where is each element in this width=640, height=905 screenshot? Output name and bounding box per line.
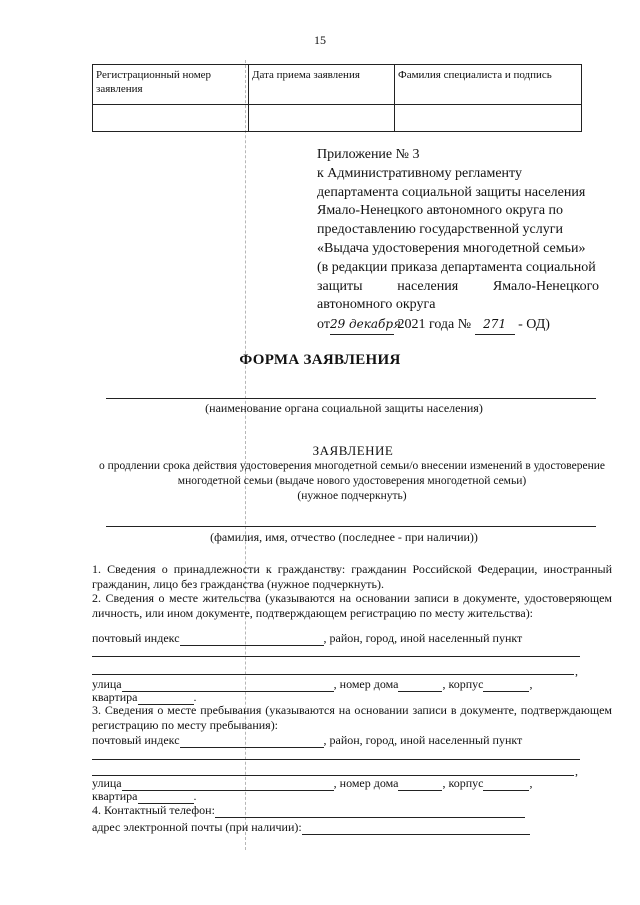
stay-comma-2: , (529, 776, 533, 790)
organ-name-caption: (наименование органа социальной защиты населения) (205, 401, 483, 415)
statement-title: ЗАЯВЛЕНИЕ (312, 443, 394, 458)
appendix-word: населения (397, 278, 459, 294)
statement-subtitle-text: о продлении срока действия удостоверения многодетной семьи/о внесении изменений в удостоверение многодетной семьи (выдаче нового удостоверения многодетной семьи) (98, 460, 606, 487)
page-number: 15 (314, 33, 326, 47)
table-header-cell: Регистрационный номер заявления (93, 65, 249, 105)
stay-postal-row (92, 733, 522, 748)
house-field[interactable] (398, 680, 442, 692)
phone-row (92, 803, 525, 818)
district-label: , район, город, иной населенный пункт (323, 733, 523, 747)
district-label: , район, город, иной населенный пункт (323, 631, 523, 645)
appendix-line (317, 278, 599, 297)
house-label: , номер дома (333, 776, 399, 790)
phone-label: 4. Контактный телефон: (92, 803, 215, 817)
date-year: 2021 года № (397, 317, 472, 333)
flat-label: квартира (92, 789, 138, 803)
flat-dot: . (193, 690, 197, 704)
residence-locality-line[interactable] (92, 656, 580, 657)
appendix-line: Приложение № 3 (317, 147, 420, 162)
flat-label: квартира (92, 690, 138, 704)
table-cell[interactable] (249, 105, 395, 132)
full-name-caption: (фамилия, имя, отчество (последнее - при наличии)) (210, 530, 478, 544)
street-label: улица (92, 776, 122, 790)
table-row (93, 105, 582, 132)
postal-index-label: почтовый индекс (92, 631, 180, 645)
appendix-line: к Административному регламенту (317, 165, 522, 181)
appendix-word: Ямало-Ненецкого (492, 278, 599, 294)
appendix-line: Ямало-Ненецкого автономного округа по (317, 203, 564, 219)
postal-index-label: почтовый индекс (92, 733, 180, 747)
table-header-cell: Фамилия специалиста и подпись (395, 65, 582, 105)
appendix-line: департамента социальной защиты населения (317, 184, 586, 200)
stay-flat-row (92, 789, 197, 804)
street-label: улица (92, 677, 122, 691)
stay-comma: , (575, 764, 578, 778)
email-label: адрес электронной почты (при наличии): (92, 820, 302, 834)
building-label: , корпус (442, 776, 484, 790)
stay-locality-line[interactable] (92, 759, 580, 760)
building-label: , корпус (442, 677, 484, 691)
section-citizenship: 1. Сведения о принадлежности к гражданству: гражданин Российской Федерации, иностранный гражданин, лицо без гражданства (нужное подчеркнуть). (92, 562, 612, 591)
section-stay: 3. Сведения о месте пребывания (указываются на основании записи в документе, подтверждающем регистрацию по месту пребывания): (92, 703, 612, 732)
date-prefix: от (317, 317, 330, 333)
house-field[interactable] (398, 779, 442, 791)
building-field[interactable] (483, 779, 529, 791)
flat-dot: . (193, 789, 197, 803)
appendix-line: «Выдача удостоверения многодетной семьи» (317, 240, 586, 256)
residence-locality-line-2[interactable] (92, 674, 574, 675)
postal-index-field[interactable] (180, 736, 324, 748)
date-suffix: - ОД) (518, 317, 550, 333)
organ-name-field[interactable] (106, 398, 596, 399)
house-label: , номер дома (333, 677, 399, 691)
email-row (92, 820, 530, 835)
section-residence: 2. Сведения о месте жительства (указываются на основании записи в документе, удостоверяющем личность, или ином документе, подтверждающем регистрацию по месту жительства): (92, 591, 612, 620)
appendix-date-line (317, 315, 599, 335)
residence-comma-2: , (529, 677, 533, 691)
table-cell[interactable] (93, 105, 249, 132)
table-cell[interactable] (395, 105, 582, 132)
table-header-row (93, 65, 582, 105)
form-title: ФОРМА ЗАЯВЛЕНИЯ (239, 352, 401, 368)
postal-index-field[interactable] (180, 634, 324, 646)
appendix-line: автономного округа (317, 297, 436, 313)
appendix-word: защиты (317, 278, 363, 294)
appendix-line: (в редакции приказа департамента социальной (317, 259, 596, 275)
handwritten-number: 271 (475, 315, 515, 335)
appendix-line: предоставлению государственной услуги (317, 222, 563, 238)
email-field[interactable] (302, 823, 530, 835)
statement-subtitle (92, 459, 612, 504)
appendix-block (317, 146, 599, 335)
building-field[interactable] (483, 680, 529, 692)
phone-field[interactable] (215, 806, 525, 818)
residence-comma: , (575, 664, 578, 678)
full-name-field[interactable] (106, 526, 596, 527)
table-header-cell: Дата приема заявления (249, 65, 395, 105)
residence-postal-row (92, 631, 522, 646)
handwritten-date: 29 декабря (330, 315, 394, 335)
statement-note: (нужное подчеркнуть) (297, 490, 407, 502)
registration-table (92, 64, 582, 132)
